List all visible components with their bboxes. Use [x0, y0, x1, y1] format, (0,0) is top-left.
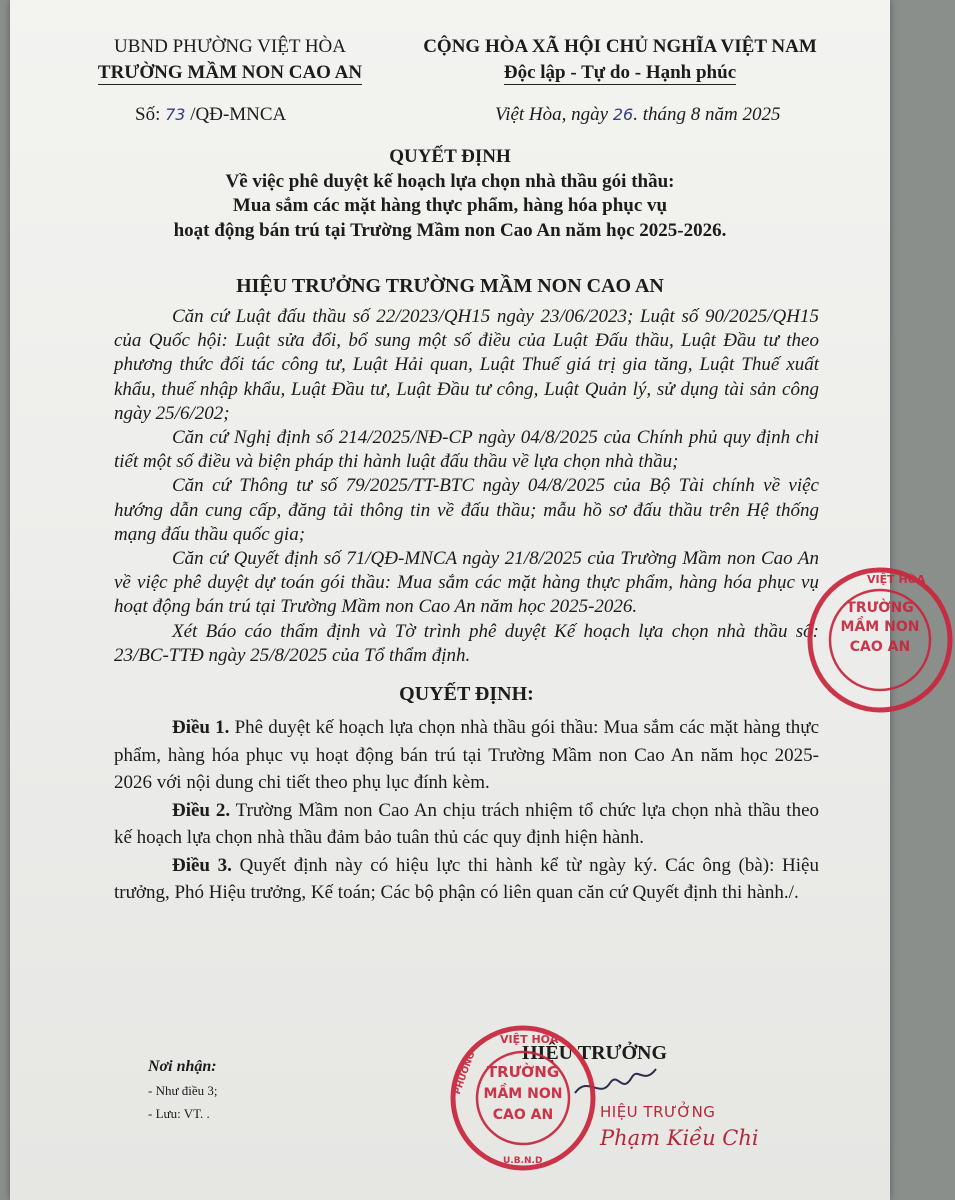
article-1-label: Điều 1. [172, 717, 230, 739]
ref-number-handwritten: 73 [165, 105, 186, 124]
document-title [10, 145, 890, 243]
seal-bottom-arc: U.B.N.D [503, 1156, 543, 1166]
seal-line-1: TRƯỜNG [486, 1063, 560, 1081]
recipients-title: Nơi nhận: [148, 1058, 217, 1075]
document-body [114, 305, 819, 907]
recipient-item: - Như điều 3; [148, 1083, 218, 1098]
ref-prefix: Số: [135, 104, 166, 125]
seal-line-2: MẦM NON [840, 619, 920, 635]
article-3-label: Điều 3. [172, 854, 232, 876]
date-suffix: . tháng 8 năm 2025 [633, 104, 781, 125]
national-motto: Độc lập - Tự do - Hạnh phúc [503, 62, 737, 83]
seal-left-arc: PHƯỜNG [452, 1050, 478, 1096]
article-1 [114, 714, 819, 797]
document-date [495, 104, 780, 126]
date-day-handwritten: 26 [612, 105, 634, 124]
date-prefix: Việt Hòa, ngày [495, 104, 613, 125]
seal-line-3: CAO AN [849, 639, 911, 655]
national-header [405, 34, 835, 86]
title-line-3: hoạt động bán trú tại Trường Mầm non Cao An năm học 2025-2026. [173, 219, 727, 241]
decision-heading: QUYẾT ĐỊNH: [399, 683, 534, 706]
title-line-1: Về việc phê duyệt kế hoạch lựa chọn nhà thầu gói thầu: [225, 170, 675, 192]
ref-suffix: /QĐ-MNCA [185, 104, 287, 125]
preamble-2: Căn cứ Nghị định số 214/2025/NĐ-CP ngày 04/8/2025 của Chính phủ quy định chi tiết một số điều và biện pháp thi hành luật đấu thầu về lựa chọn nhà thầu; [114, 427, 819, 473]
seal-line-3: CAO AN [492, 1107, 554, 1123]
seal-line-2: MẦM NON [483, 1086, 563, 1102]
document-number [135, 104, 286, 126]
issuer-header [10, 34, 450, 86]
article-3 [114, 852, 819, 907]
school-seal [448, 1023, 598, 1173]
issuer-school: TRƯỜNG MẦM NON CAO AN [97, 62, 363, 83]
recipient-item: - Lưu: VT. . [148, 1106, 210, 1121]
national-name: CỘNG HÒA XÃ HỘI CHỦ NGHĨA VIỆT NAM [423, 36, 817, 57]
issuer-authority: UBND PHƯỜNG VIỆT HÒA [113, 36, 347, 57]
article-1-text: Phê duyệt kế hoạch lựa chọn nhà thầu gói thầu: Mua sắm các mặt hàng thực phẩm, hàng hóa phục vụ hoạt động bán trú tại Trường Mầm non Cao An năm học 2025-2026 với nội dung chi tiết theo phụ lục đính kèm. [114, 717, 820, 794]
seal-top-arc: VIỆT HÒA [867, 573, 926, 586]
preamble-1: Căn cứ Luật đấu thầu số 22/2023/QH15 ngày 23/06/2023; Luật số 90/2025/QH15 của Quốc hội: Luật sửa đổi, bổ sung một số điều của Luật Đấu thầu, Luật Đầu tư theo phương thức đối tác công tư, Luật Hải quan, Luật Thuế giá trị gia tăng, Luật Thuế xuất khẩu, thuế nhập khẩu, Luật Đầu tư, Luật Đầu tư công, Luật Quản lý, sử dụng tài sản công ngày 25/6/202; [114, 306, 819, 424]
article-3-text: Quyết định này có hiệu lực thi hành kể từ ngày ký. Các ông (bà): Hiệu trưởng, Phó Hiệu trưởng, Kế toán; Các bộ phận có liên quan căn cứ Quyết định thi hành./. [114, 854, 819, 904]
title-line-2: Mua sắm các mặt hàng thực phẩm, hàng hóa phục vụ [232, 195, 668, 216]
signature-title: HIỆU TRƯỞNG [522, 1042, 668, 1064]
authority-heading: HIỆU TRƯỞNG TRƯỜNG MẦM NON CAO AN [236, 275, 664, 297]
preamble-4: Căn cứ Quyết định số 71/QĐ-MNCA ngày 21/8/2025 của Trường Mầm non Cao An về việc phê duyệt dự toán gói thầu: Mua sắm các mặt hàng thực phẩm, hàng hóa phục vụ hoạt động bán trú tại Trường Mầm non Cao An năm học 2025-2026. [114, 548, 819, 618]
title-main: QUYẾT ĐỊNH [389, 146, 511, 167]
document-page [10, 0, 926, 1200]
preamble-5: Xét Báo cáo thẩm định và Tờ trình phê duyệt Kế hoạch lựa chọn nhà thầu số: 23/BC-TTĐ ngày 25/8/2025 của Tổ thẩm định. [114, 620, 819, 666]
article-2-label: Điều 2. [172, 799, 231, 821]
preamble-3: Căn cứ Thông tư số 79/2025/TT-BTC ngày 04/8/2025 của Bộ Tài chính về việc hướng dẫn cung cấp, đăng tải thông tin về đấu thầu; mẫu hồ sơ đấu thầu trên Hệ thống mạng đấu thầu quốc gia; [114, 475, 819, 545]
article-2-text: Trường Mầm non Cao An chịu trách nhiệm tổ chức lựa chọn nhà thầu theo kế hoạch lựa chọn nhà thầu đảm bảo tuân thủ các quy định hiện hành. [114, 799, 819, 849]
signature-stamp-title: HIỆU TRƯỞNG [600, 1103, 716, 1121]
article-2 [114, 797, 819, 852]
signatory-name: Phạm Kiều Chi [600, 1126, 759, 1150]
school-seal-margin [805, 565, 955, 715]
seal-top-arc: VIỆT HÒA [500, 1033, 559, 1046]
seal-line-1: TRƯỜNG [846, 600, 914, 616]
